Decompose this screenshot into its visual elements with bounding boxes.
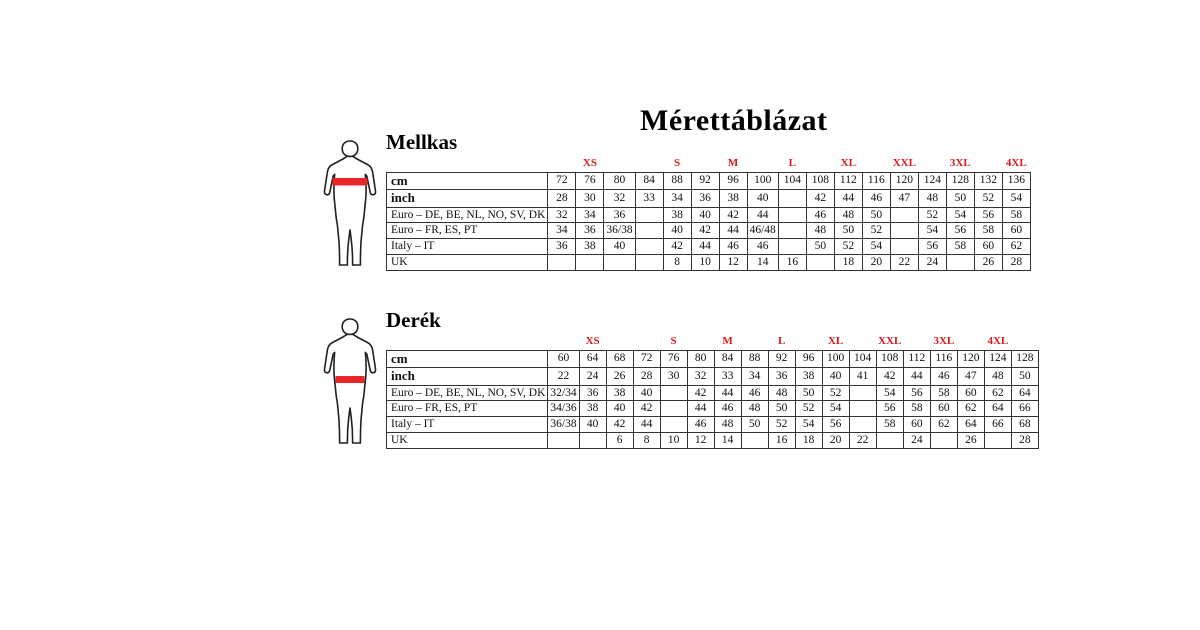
cell: 80	[604, 172, 635, 190]
cell: 47	[957, 368, 984, 386]
cell: 112	[903, 350, 930, 368]
cell: 52	[862, 223, 890, 239]
waist-row-label-uk: UK	[387, 433, 548, 449]
cell: 24	[579, 368, 606, 386]
cell: 50	[795, 385, 822, 401]
cell: 58	[876, 417, 903, 433]
cell: 40	[633, 385, 660, 401]
section-label-chest: Mellkas	[386, 130, 458, 154]
cell: 44	[834, 190, 862, 208]
cell: 92	[768, 350, 795, 368]
cell: 92	[691, 172, 719, 190]
cell: 104	[778, 172, 806, 190]
cell: 52	[834, 239, 862, 255]
cell: 42	[691, 223, 719, 239]
cell: 36/38	[548, 417, 579, 433]
cell	[548, 255, 576, 271]
cell: 42	[719, 207, 747, 223]
cell: 24	[918, 255, 946, 271]
cell: 60	[903, 417, 930, 433]
cell: 26	[957, 433, 984, 449]
cell: 8	[633, 433, 660, 449]
cell	[778, 190, 806, 208]
cell: 52	[822, 385, 849, 401]
cell: 48	[918, 190, 946, 208]
cell	[930, 433, 957, 449]
cell: 48	[714, 417, 741, 433]
table-row	[387, 190, 1031, 208]
chest-row-label-uk: UK	[387, 255, 548, 271]
chest-row-label-italy: Italy – IT	[387, 239, 548, 255]
cell: 124	[918, 172, 946, 190]
cell: 132	[974, 172, 1002, 190]
cell: 62	[984, 385, 1011, 401]
cell: 36	[579, 385, 606, 401]
cell: 32	[548, 207, 576, 223]
cell: 46	[741, 385, 768, 401]
cell: 14	[747, 255, 778, 271]
cell: 54	[876, 385, 903, 401]
cell: 28	[548, 190, 576, 208]
cell: 20	[862, 255, 890, 271]
cell: 18	[795, 433, 822, 449]
cell	[890, 207, 918, 223]
table-row	[387, 207, 1031, 223]
cell: 56	[918, 239, 946, 255]
chest-row-label-cm: cm	[387, 172, 548, 190]
cell	[849, 401, 876, 417]
cell: 36	[768, 368, 795, 386]
cell: 54	[1002, 190, 1030, 208]
chest-size-header-row	[387, 155, 1031, 172]
cell: 136	[1002, 172, 1030, 190]
cell: 50	[862, 207, 890, 223]
waist-size-l: L	[777, 334, 786, 347]
cell: 58	[1002, 207, 1030, 223]
cell: 52	[795, 401, 822, 417]
cell	[635, 239, 663, 255]
cell: 10	[691, 255, 719, 271]
cell: 56	[822, 417, 849, 433]
cell	[778, 239, 806, 255]
cell: 128	[946, 172, 974, 190]
cell: 44	[691, 239, 719, 255]
cell: 64	[579, 350, 606, 368]
cell: 108	[806, 172, 834, 190]
cell: 56	[974, 207, 1002, 223]
section-label-waist: Derék	[386, 308, 441, 332]
cell: 104	[849, 350, 876, 368]
cell: 14	[714, 433, 741, 449]
cell: 84	[714, 350, 741, 368]
cell: 30	[576, 190, 604, 208]
cell: 24	[903, 433, 930, 449]
cell: 38	[663, 207, 691, 223]
cell: 38	[579, 401, 606, 417]
waist-size-xl: XL	[827, 334, 844, 347]
cell: 50	[1011, 368, 1038, 386]
cell: 42	[606, 417, 633, 433]
cell: 46	[714, 401, 741, 417]
cell: 28	[1002, 255, 1030, 271]
cell: 44	[714, 385, 741, 401]
cell	[778, 223, 806, 239]
cell: 40	[691, 207, 719, 223]
cell: 38	[795, 368, 822, 386]
cell: 42	[687, 385, 714, 401]
cell: 60	[974, 239, 1002, 255]
cell: 26	[606, 368, 633, 386]
cell: 34	[548, 223, 576, 239]
cell: 60	[548, 350, 579, 368]
cell	[548, 433, 579, 449]
cell	[604, 255, 635, 271]
cell	[849, 417, 876, 433]
chest-size-4xl: 4XL	[1005, 156, 1027, 169]
cell: 50	[806, 239, 834, 255]
cell: 54	[862, 239, 890, 255]
table-row	[387, 417, 1039, 433]
cell: 88	[741, 350, 768, 368]
cell: 128	[1011, 350, 1038, 368]
cell: 22	[849, 433, 876, 449]
table-row	[387, 172, 1031, 190]
cell: 120	[957, 350, 984, 368]
cell: 58	[974, 223, 1002, 239]
cell: 56	[903, 385, 930, 401]
cell: 38	[719, 190, 747, 208]
cell: 22	[548, 368, 579, 386]
cell: 54	[918, 223, 946, 239]
cell: 36	[576, 223, 604, 239]
cell: 36/38	[604, 223, 635, 239]
chest-size-xs: XS	[582, 156, 597, 169]
cell: 44	[747, 207, 778, 223]
cell: 48	[806, 223, 834, 239]
cell: 34/36	[548, 401, 579, 417]
cell: 20	[822, 433, 849, 449]
cell: 116	[930, 350, 957, 368]
waist-size-3xl: 3XL	[933, 334, 955, 347]
cell: 10	[660, 433, 687, 449]
cell: 38	[606, 385, 633, 401]
cell: 54	[946, 207, 974, 223]
cell: 40	[604, 239, 635, 255]
cell: 33	[635, 190, 663, 208]
cell: 32/34	[548, 385, 579, 401]
cell: 36	[691, 190, 719, 208]
cell: 50	[768, 401, 795, 417]
cell: 46	[806, 207, 834, 223]
cell: 12	[719, 255, 747, 271]
cell	[890, 239, 918, 255]
chest-size-m: M	[727, 156, 739, 169]
cell: 16	[768, 433, 795, 449]
cell: 72	[548, 172, 576, 190]
cell: 60	[957, 385, 984, 401]
cell	[635, 255, 663, 271]
cell: 40	[663, 223, 691, 239]
cell: 56	[946, 223, 974, 239]
cell	[660, 385, 687, 401]
cell: 40	[606, 401, 633, 417]
cell: 72	[633, 350, 660, 368]
cell: 58	[930, 385, 957, 401]
waist-size-xs: XS	[585, 334, 600, 347]
cell	[660, 417, 687, 433]
cell	[849, 385, 876, 401]
cell: 46	[747, 239, 778, 255]
cell: 36	[548, 239, 576, 255]
cell: 66	[984, 417, 1011, 433]
cell: 120	[890, 172, 918, 190]
cell: 116	[862, 172, 890, 190]
cell: 52	[918, 207, 946, 223]
cell: 50	[834, 223, 862, 239]
table-row	[387, 350, 1039, 368]
chest-row-label-euro-fr: Euro – FR, ES, PT	[387, 223, 548, 239]
size-table-waist	[386, 333, 1039, 449]
waist-row-label-cm: cm	[387, 350, 548, 368]
chest-table	[386, 155, 1031, 271]
waist-size-xxl: XXL	[878, 334, 902, 347]
cell: 50	[741, 417, 768, 433]
cell: 56	[876, 401, 903, 417]
cell: 42	[876, 368, 903, 386]
cell: 42	[663, 239, 691, 255]
cell: 47	[890, 190, 918, 208]
cell	[890, 223, 918, 239]
cell: 96	[795, 350, 822, 368]
cell: 34	[576, 207, 604, 223]
cell: 12	[687, 433, 714, 449]
chest-row-label-inch: inch	[387, 190, 548, 208]
waist-size-4xl: 4XL	[987, 334, 1009, 347]
cell: 62	[1002, 239, 1030, 255]
size-table-chest	[386, 155, 1031, 271]
cell: 66	[1011, 401, 1038, 417]
cell: 32	[604, 190, 635, 208]
cell: 34	[663, 190, 691, 208]
cell: 64	[1011, 385, 1038, 401]
waist-row-label-euro-de: Euro – DE, BE, NL, NO, SV, DK	[387, 385, 548, 401]
cell: 60	[1002, 223, 1030, 239]
cell: 48	[768, 385, 795, 401]
cell: 100	[822, 350, 849, 368]
cell: 34	[741, 368, 768, 386]
waist-size-s: S	[670, 334, 677, 347]
cell: 108	[876, 350, 903, 368]
cell: 80	[687, 350, 714, 368]
cell: 6	[606, 433, 633, 449]
table-row	[387, 385, 1039, 401]
cell: 28	[1011, 433, 1038, 449]
cell: 8	[663, 255, 691, 271]
table-row	[387, 255, 1031, 271]
cell: 22	[890, 255, 918, 271]
cell: 112	[834, 172, 862, 190]
cell: 26	[974, 255, 1002, 271]
cell: 44	[719, 223, 747, 239]
cell: 76	[576, 172, 604, 190]
cell	[984, 433, 1011, 449]
cell: 32	[687, 368, 714, 386]
waist-row-label-euro-fr: Euro – FR, ES, PT	[387, 401, 548, 417]
cell: 52	[768, 417, 795, 433]
chest-size-xxl: XXL	[892, 156, 916, 169]
cell	[946, 255, 974, 271]
cell: 38	[576, 239, 604, 255]
cell: 44	[903, 368, 930, 386]
cell	[660, 401, 687, 417]
male-figure-chest	[318, 138, 382, 268]
cell: 48	[834, 207, 862, 223]
cell: 58	[903, 401, 930, 417]
cell: 54	[795, 417, 822, 433]
cell: 48	[984, 368, 1011, 386]
cell	[579, 433, 606, 449]
cell: 41	[849, 368, 876, 386]
cell	[806, 255, 834, 271]
chest-size-3xl: 3XL	[949, 156, 971, 169]
cell: 40	[747, 190, 778, 208]
cell: 33	[714, 368, 741, 386]
table-row	[387, 223, 1031, 239]
cell: 46	[862, 190, 890, 208]
table-row	[387, 433, 1039, 449]
cell: 96	[719, 172, 747, 190]
cell	[576, 255, 604, 271]
cell: 54	[822, 401, 849, 417]
cell: 68	[606, 350, 633, 368]
cell: 42	[633, 401, 660, 417]
waist-row-label-inch: inch	[387, 368, 548, 386]
cell: 46	[930, 368, 957, 386]
cell: 84	[635, 172, 663, 190]
cell: 40	[822, 368, 849, 386]
cell: 76	[660, 350, 687, 368]
cell: 52	[974, 190, 1002, 208]
cell: 44	[687, 401, 714, 417]
table-row	[387, 368, 1039, 386]
cell	[778, 207, 806, 223]
cell: 88	[663, 172, 691, 190]
cell: 28	[633, 368, 660, 386]
chest-size-xl: XL	[840, 156, 856, 169]
cell: 60	[930, 401, 957, 417]
waist-size-header-row	[387, 333, 1039, 350]
cell: 64	[984, 401, 1011, 417]
cell: 36	[604, 207, 635, 223]
page-title: Mérettáblázat	[640, 104, 828, 137]
cell	[741, 433, 768, 449]
cell: 46	[719, 239, 747, 255]
cell: 68	[1011, 417, 1038, 433]
chest-row-label-euro-de: Euro – DE, BE, NL, NO, SV, DK	[387, 207, 548, 223]
cell: 50	[946, 190, 974, 208]
cell: 46	[687, 417, 714, 433]
cell	[635, 223, 663, 239]
cell: 44	[633, 417, 660, 433]
cell: 100	[747, 172, 778, 190]
cell: 16	[778, 255, 806, 271]
cell	[635, 207, 663, 223]
table-row	[387, 401, 1039, 417]
cell: 40	[579, 417, 606, 433]
male-figure-waist	[318, 316, 382, 446]
cell: 62	[957, 401, 984, 417]
waist-row-label-italy: Italy – IT	[387, 417, 548, 433]
cell: 58	[946, 239, 974, 255]
table-row	[387, 239, 1031, 255]
cell: 62	[930, 417, 957, 433]
chest-size-s: S	[674, 156, 681, 169]
cell: 48	[741, 401, 768, 417]
cell: 46/48	[747, 223, 778, 239]
waist-table	[386, 333, 1039, 449]
cell: 30	[660, 368, 687, 386]
chest-size-l: L	[788, 156, 796, 169]
cell	[876, 433, 903, 449]
cell: 18	[834, 255, 862, 271]
cell: 42	[806, 190, 834, 208]
cell: 124	[984, 350, 1011, 368]
cell: 64	[957, 417, 984, 433]
waist-size-m: M	[722, 334, 733, 347]
